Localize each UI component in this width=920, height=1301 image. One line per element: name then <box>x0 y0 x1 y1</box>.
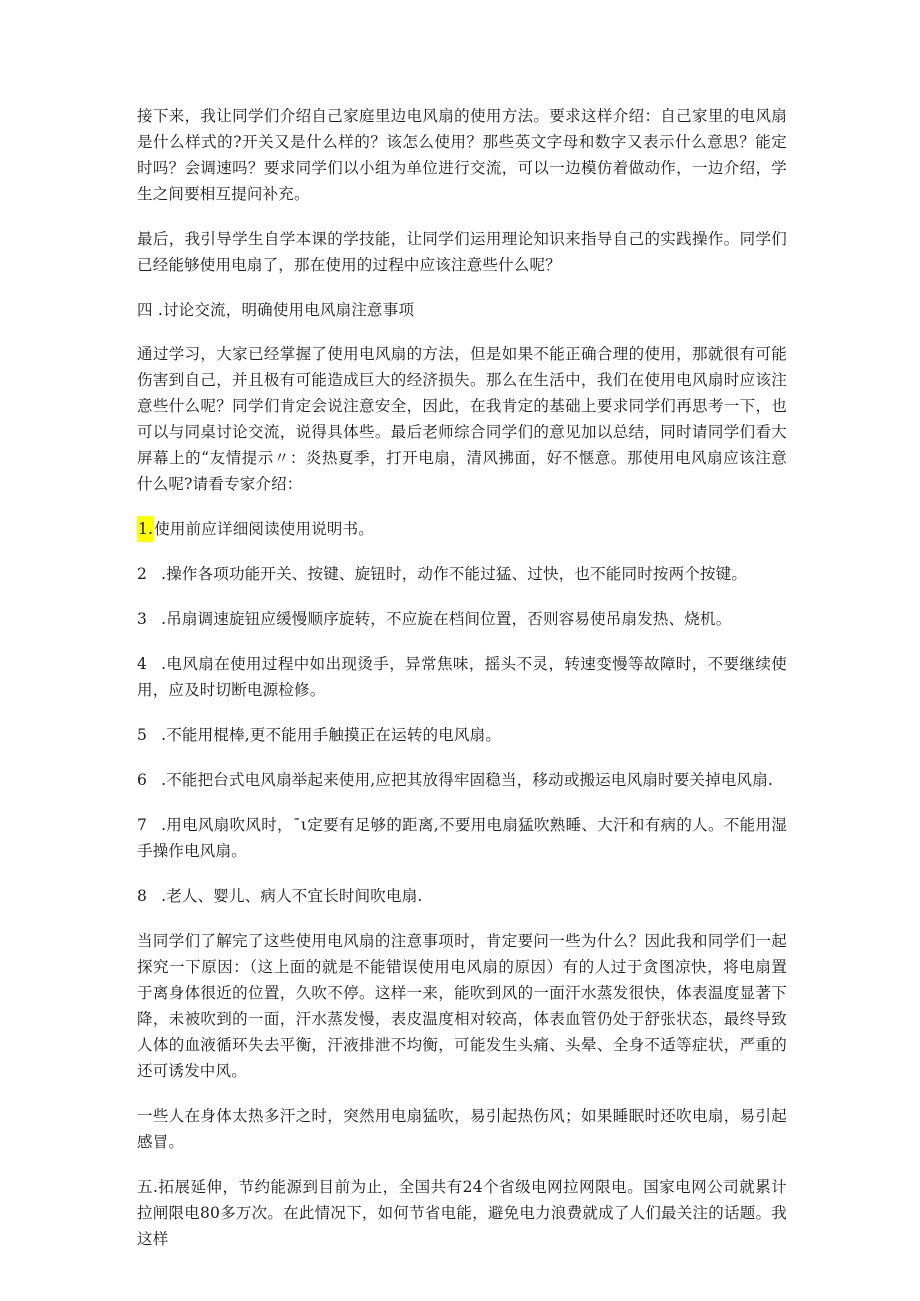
paragraph-intro-fan-usage: 接下来，我让同学们介绍自己家庭里边电风扇的使用方法。要求这样介绍：自己家里的电风扇是什么样式的?开关又是什么样的？该怎么使用？那些英文字母和数字又表示什么意思？能定时吗？会调速吗？要求同学们以小组为单位进行交流，可以一边模仿着做动作，一边介绍，学生之间要相互提问补充。 <box>137 107 787 203</box>
paragraph-heat-cold: 一些人在身体太热多汗之时，突然用电扇猛吹，易引起热伤风；如果睡眠时还吹电扇，易引起感冒。 <box>137 1107 787 1151</box>
list-item-number: 8 <box>137 887 148 905</box>
list-item-number: 5 <box>137 726 148 744</box>
list-item-text: .不能用棍棒,更不能用手触摸正在运转的电风扇。 <box>161 726 502 744</box>
list-item-6 <box>137 767 787 793</box>
list-item-text: .操作各项功能开关、按键、旋钮时，动作不能过猛、过快，也不能同时按两个按键。 <box>161 565 748 583</box>
list-item-8 <box>137 883 787 909</box>
list-item-text: .用电风扇吹风时，¯ι定要有足够的距离,不要用电扇猛吹熟睡、大汗和有病的人。不能用湿手操作电风扇。 <box>137 816 787 860</box>
document-page <box>137 103 787 1271</box>
list-item-text: 使用前应详细阅读使用说明书。 <box>154 520 375 538</box>
list-item-text: .电风扇在使用过程中如出现烫手，异常焦味，摇头不灵，转速变慢等故障时，不要继续使用，应及时切断电源检修。 <box>137 655 787 699</box>
list-item-number: 1. <box>137 516 154 542</box>
paragraph-reasons: 当同学们了解完了这些使用电风扇的注意事项时，肯定要问一些为什么？因此我和同学们一起探究一下原因：（这上面的就是不能错误使用电风扇的原因）有的人过于贪图凉快，将电扇置于离身体很近的位置，久吹不停。这样一来，能吹到风的一面汗水蒸发很快，体表温度显著下降，未被吹到的一面，汗水蒸发慢，表皮温度相对较高，体表血管仍处于舒张状态，最终导致人体的血液循环失去平衡，汗液排泄不均衡，可能发生头痛、头晕、全身不适等症状，严重的还可诱发中风。 <box>137 932 787 1080</box>
list-item-number: 7 <box>137 816 148 834</box>
list-item-7 <box>137 812 787 864</box>
list-item-text: .老人、婴儿、病人不宜长时间吹电扇. <box>161 887 423 905</box>
list-item-number: 6 <box>137 771 148 789</box>
list-item-1 <box>137 516 787 542</box>
section-heading-4: 四 .讨论交流，明确使用电风扇注意事项 <box>137 301 415 319</box>
list-item-number: 4 <box>137 655 148 673</box>
paragraph-extension: 五.拓展延伸，节约能源到目前为止，全国共有24个省级电网拉网限电。国家电网公司就累计拉闸限电80多万次。在此情况下，如何节省电能，避免电力浪费就成了人们最关注的话题。我这样 <box>137 1178 787 1248</box>
list-item-number: 2 <box>137 565 148 583</box>
list-item-3 <box>137 606 787 632</box>
paragraph-discussion: 通过学习，大家已经掌握了使用电风扇的方法，但是如果不能正确合理的使用，那就很有可能伤害到自己，并且极有可能造成巨大的经济损失。那么在生活中，我们在使用电风扇时应该注意些什么呢？同学们肯定会说注意安全，因此，在我肯定的基础上要求同学们再思考一下，也可以与同桌讨论交流，说得具体些。最后老师综合同学们的意见加以总结，同时请同学们看大屏幕上的“友情提示〃：炎热夏季，打开电扇，清风拂面，好不惬意。那使用电风扇应该注意什么呢?请看专家介绍： <box>137 345 787 493</box>
list-item-2 <box>137 561 787 587</box>
list-item-4 <box>137 651 787 703</box>
list-item-5 <box>137 722 787 748</box>
paragraph-self-study: 最后，我引导学生自学本课的学技能，让同学们运用理论知识来指导自己的实践操作。同学们已经能够使用电扇了，那在使用的过程中应该注意些什么呢？ <box>137 230 787 274</box>
list-item-text: .吊扇调速旋钮应缓慢顺序旋转，不应旋在档间位置，否则容易使吊扇发热、烧机。 <box>161 610 732 628</box>
list-item-number: 3 <box>137 610 148 628</box>
list-item-text: .不能把台式电风扇举起来使用,应把其放得牢固稳当，移动或搬运电风扇时要关掉电风扇. <box>161 771 774 789</box>
